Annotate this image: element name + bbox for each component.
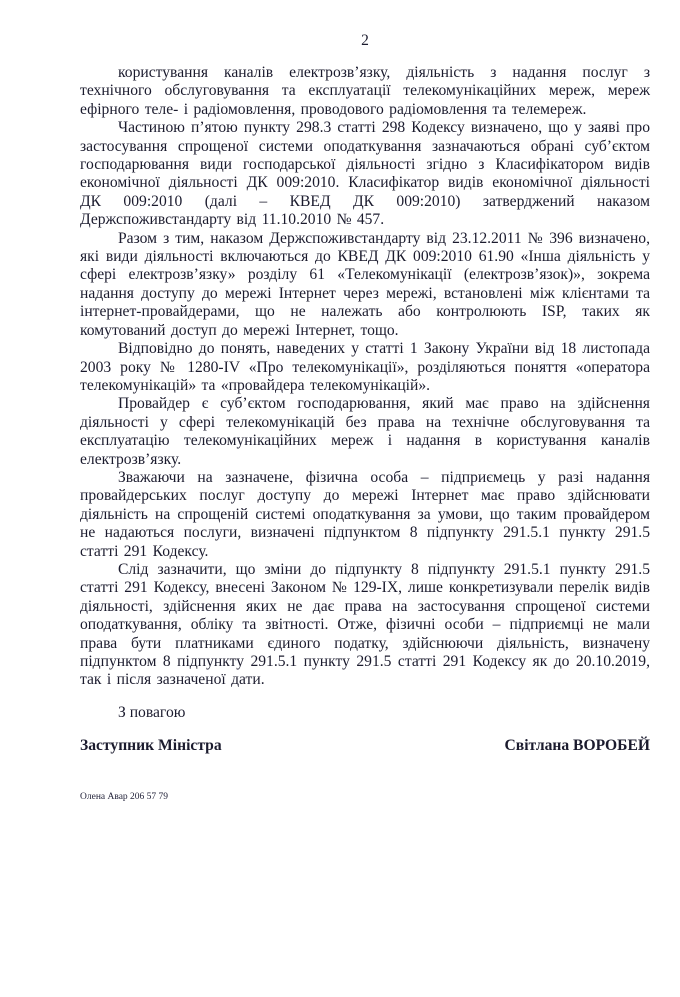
closing-salutation: З повагою <box>118 703 186 721</box>
body-paragraph: Разом з тим, наказом Держспоживстандарту від 23.12.2011 № 396 визначено, які види діяльності включаються до КВЕД ДК 009:2010 61.90 «Інша діяльність у сфері електрозв’язку» розділу 61 «Телекомунікації (електрозв’язок)», зокрема надання доступу до мережі Інтернет через мережі, встановлені між клієнтами та інтернет-провайдерами, що не належать або контролюють ISP, таких як комутований доступ до мережі Інтернет, тощо. <box>80 229 650 339</box>
body-paragraph: Слід зазначити, що зміни до підпункту 8 підпункту 291.5.1 пункту 291.5 статті 291 Кодексу, внесені Законом № 129-IX, лише конкретизували перелік видів діяльності, здійснення яких не дає права на застосування спрощеної системи оподаткування, обліку та звітності. Отже, фізичні особи – підприємці не мали права бути платниками єдиного податку, здійснюючи діяльність, визначену підпунктом 8 підпункту 291.5.1 пункту 291.5 статті 291 Кодексу як до 20.10.2019, так і після зазначеної дати. <box>80 560 650 689</box>
letter-body <box>80 64 650 690</box>
body-paragraph: користування каналів електрозв’язку, діяльність з надання послуг з технічного обслуговування та експлуатації телекомунікаційних мереж, мереж ефірного теле- і радіомовлення, проводового радіомовлення та телемереж. <box>80 64 650 118</box>
body-paragraph: Провайдер є суб’єктом господарювання, який має право на здійснення діяльності у сфері телекомунікацій без права на технічне обслуговування та експлуатацію телекомунікаційних мереж і надання в користування каналів електрозв’язку. <box>80 395 650 468</box>
body-paragraph: Відповідно до понять, наведених у статті 1 Закону України від 18 листопада 2003 року № 1280-IV «Про телекомунікації», розділяються поняття «оператора телекомунікацій» та «провайдера телекомунікацій». <box>80 340 650 394</box>
signer-position: Заступник Міністра <box>80 737 222 755</box>
signature-block <box>80 737 650 755</box>
page-number: 2 <box>361 32 369 49</box>
signer-name: Світлана ВОРОБЕЙ <box>504 737 650 755</box>
body-paragraph: Зважаючи на зазначене, фізична особа – підприємець у разі надання провайдерських послуг доступу до мережі Інтернет має право здійснювати діяльність на спрощеній системі оподаткування за умови, що таким провайдером не надаються послуги, визначені підпунктом 8 підпункту 291.5.1 пункту 291.5 статті 291 Кодексу. <box>80 468 650 560</box>
executor-contact: Олена Авар 206 57 79 <box>80 792 169 803</box>
page-content <box>80 32 650 802</box>
body-paragraph: Частиною п’ятою пункту 298.3 статті 298 Кодексу визначено, що у заяві про застосування спрощеної системи оподаткування зазначаються обрані суб’єктом господарювання види господарської діяльності згідно з Класифікатором видів економічної діяльності ДК 009:2010. Класифікатор видів економічної діяльності ДК 009:2010 (далі – КВЕД ДК 009:2010) затверджений наказом Держспоживстандарту від 11.10.2010 № 457. <box>80 119 650 229</box>
